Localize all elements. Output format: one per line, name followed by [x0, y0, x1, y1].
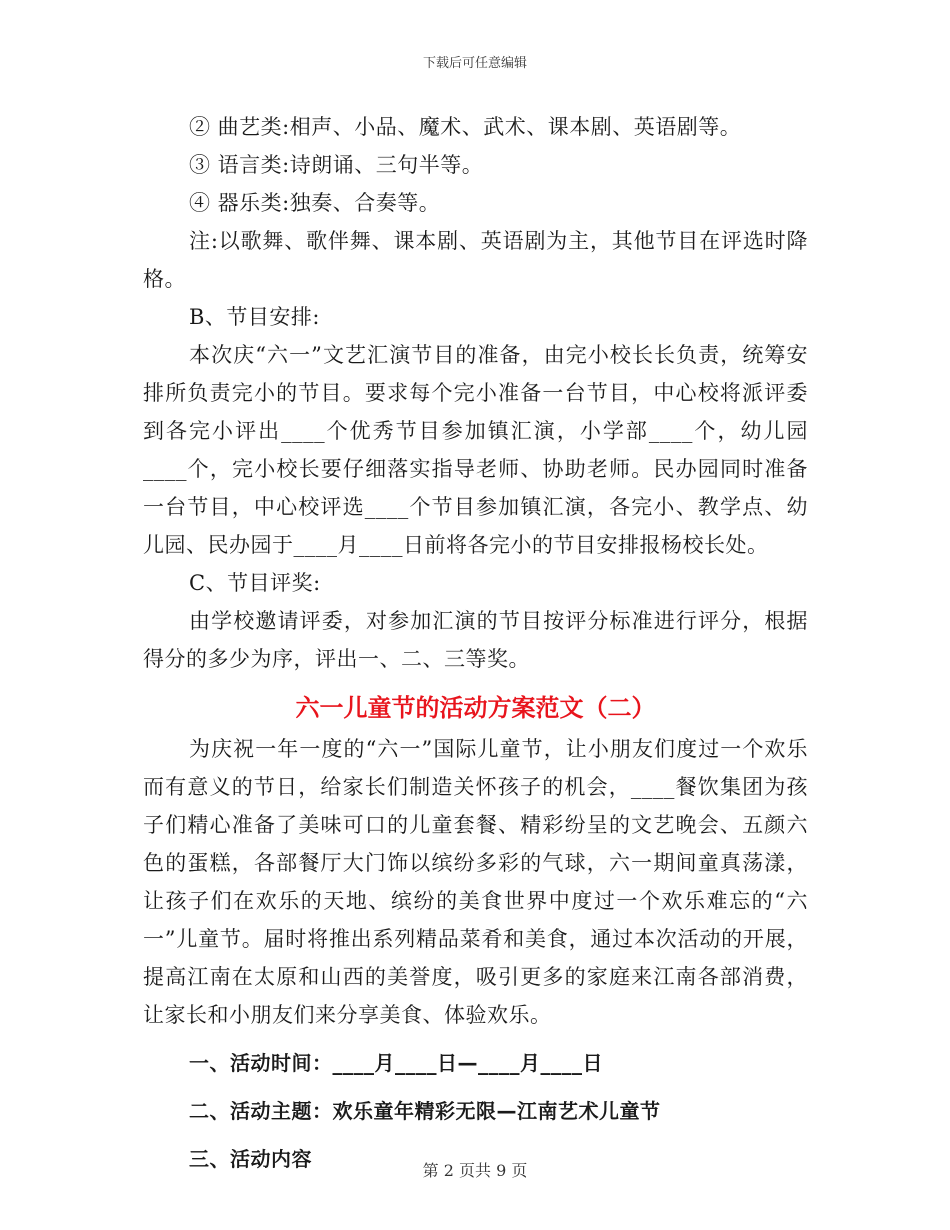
- page-header: 下载后可任意编辑: [422, 56, 527, 71]
- heading-activity-theme: 二、活动主题：欢乐童年精彩无限—江南艺术儿童节: [189, 1099, 661, 1123]
- paragraph-program-arrangement: 本次庆“六一”文艺汇演节目的准备，由完小校长长负责，统筹安排所负责完小的节目。要求每个完小准备一台节目，中心校将派评委到各完小评出____个优秀节目参加镇汇演，小学部____个，幼儿园____个，完小校长要仔细落实指导老师、协助老师。民办园同时准备一台节目，中心校评选____个节目参加镇汇演，各完小、教学点、幼儿园、民办园于____月____日前将各完小的节目安排报杨校长处。: [143, 343, 808, 557]
- paragraph-program-award: 由学校邀请评委，对参加汇演的节目按评分标准进行评分，根据得分的多少为序，评出一、二、三等奖。: [143, 609, 808, 671]
- heading-activity-time: 一、活动时间：____月____日—____月____日: [189, 1051, 603, 1075]
- paragraph-note: 注:以歌舞、歌伴舞、课本剧、英语剧为主，其他节目在评选时降格。: [143, 229, 808, 291]
- paragraph-quyi: ② 曲艺类:相声、小品、魔术、武术、课本剧、英语剧等。: [189, 115, 742, 139]
- paragraph-program-arrangement-heading: B、节目安排:: [189, 305, 321, 329]
- document-body: [143, 108, 808, 1178]
- paragraph-program-award-heading: C、节目评奖:: [189, 571, 321, 595]
- paragraph-qiyue: ④ 器乐类:独奏、合奏等。: [189, 191, 441, 215]
- paragraph-intro: 为庆祝一年一度的“六一”国际儿童节，让小朋友们度过一个欢乐而有意义的节日，给家长们制造关怀孩子的机会，____餐饮集团为孩子们精心准备了美味可口的儿童套餐、精彩纷呈的文艺晚会、五颜六色的蛋糕，各部餐厅大门饰以缤纷多彩的气球，六一期间童真荡漾，让孩子们在欢乐的天地、缤纷的美食世界中度过一个欢乐难忘的“六一”儿童节。届时将推出系列精品菜肴和美食，通过本次活动的开展，提高江南在太原和山西的美誉度，吸引更多的家庭来江南各部消费，让家长和小朋友们来分享美食、体验欢乐。: [143, 737, 808, 1027]
- page-footer: 第 2 页共 9 页: [422, 1161, 528, 1180]
- heading-activity-content: 三、活动内容: [189, 1147, 312, 1171]
- paragraph-yuyan: ③ 语言类:诗朗诵、三句半等。: [189, 153, 484, 177]
- section-title: 六一儿童节的活动方案范文（二）: [295, 694, 656, 722]
